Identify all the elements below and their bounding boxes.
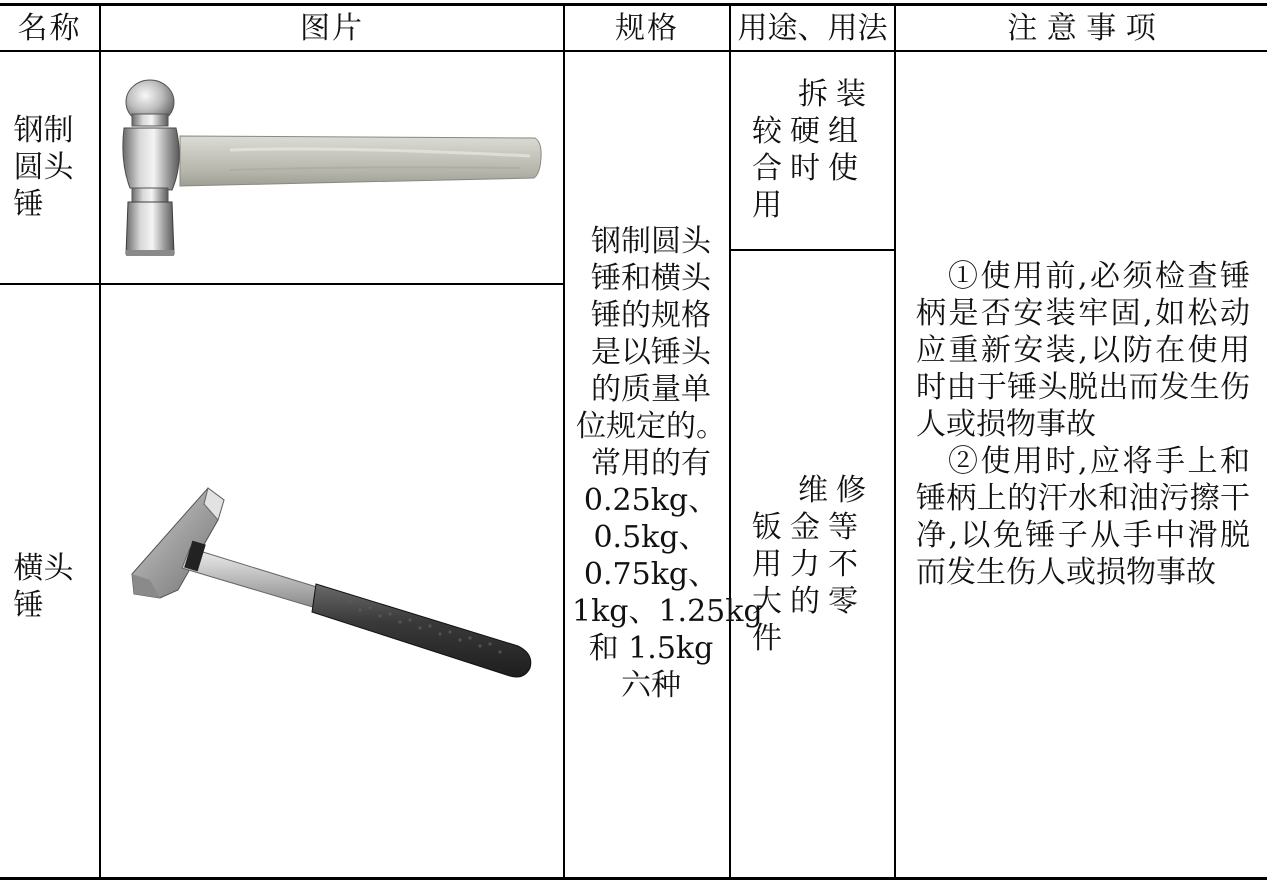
note-paragraph-1: ①使用前,必须检查锤柄是否安装牢固,如松动应重新安装,以防在使用时由于锤头脱出而发生伤人或损物事故	[916, 259, 1250, 442]
ball-peen-hammer-image	[110, 70, 550, 270]
spec-line: 0.75kg、	[583, 557, 719, 592]
col-divider-1	[99, 3, 101, 880]
notes-text	[916, 258, 1250, 591]
ball-peen-hammer-icon	[110, 70, 550, 270]
spec-text	[572, 223, 763, 704]
row1-name: 钢制圆头锤	[13, 113, 74, 222]
row1-name-cell	[0, 52, 99, 283]
header-bottom-border	[0, 50, 1267, 52]
cross-peen-hammer-image	[120, 480, 540, 690]
spec-line: 六种	[621, 668, 681, 703]
spec-line: 0.5kg、	[593, 520, 709, 555]
row2-usage: 维修钣金等用力不大的零件	[752, 473, 874, 656]
header-usage	[731, 6, 894, 50]
cross-peen-hammer-icon	[120, 480, 540, 690]
usage-divider	[729, 249, 895, 251]
spec-line: 钢制圆头	[591, 224, 711, 259]
note-paragraph-2: ②使用时,应将手上和锤柄上的汗水和油污擦干净,以免锤子从手中滑脱而发生伤人或损物事故	[916, 444, 1250, 590]
header-notes-label: 注 意 事 项	[1007, 10, 1156, 46]
header-name-label: 名称	[17, 10, 82, 46]
header-notes	[896, 6, 1267, 50]
spec-line: 是以锤头	[591, 335, 711, 370]
row1-usage: 拆装较硬组合时使用	[752, 77, 874, 223]
header-usage-label: 用途、用法	[737, 10, 888, 46]
header-spec	[565, 6, 729, 50]
spec-line: 锤的规格	[591, 298, 711, 333]
header-spec-label: 规格	[615, 10, 679, 46]
spec-line: 常用的有	[591, 446, 711, 481]
row2-name: 横头锤	[13, 551, 74, 623]
col-divider-2	[563, 3, 565, 880]
table-bottom-border	[0, 877, 1267, 880]
spec-line: 1kg、1.25kg	[572, 594, 763, 629]
spec-line: 锤和横头	[591, 261, 711, 296]
spec-line: 0.25kg、	[583, 483, 719, 518]
header-name	[0, 6, 99, 50]
row2-name-cell	[0, 285, 99, 877]
header-image	[101, 6, 563, 50]
spec-line: 和 1.5kg	[588, 631, 714, 666]
spec-line: 的质量单	[591, 372, 711, 407]
col-divider-4	[894, 3, 896, 880]
spec-line: 位规定的。	[576, 409, 726, 444]
header-image-label: 图片	[300, 10, 364, 46]
